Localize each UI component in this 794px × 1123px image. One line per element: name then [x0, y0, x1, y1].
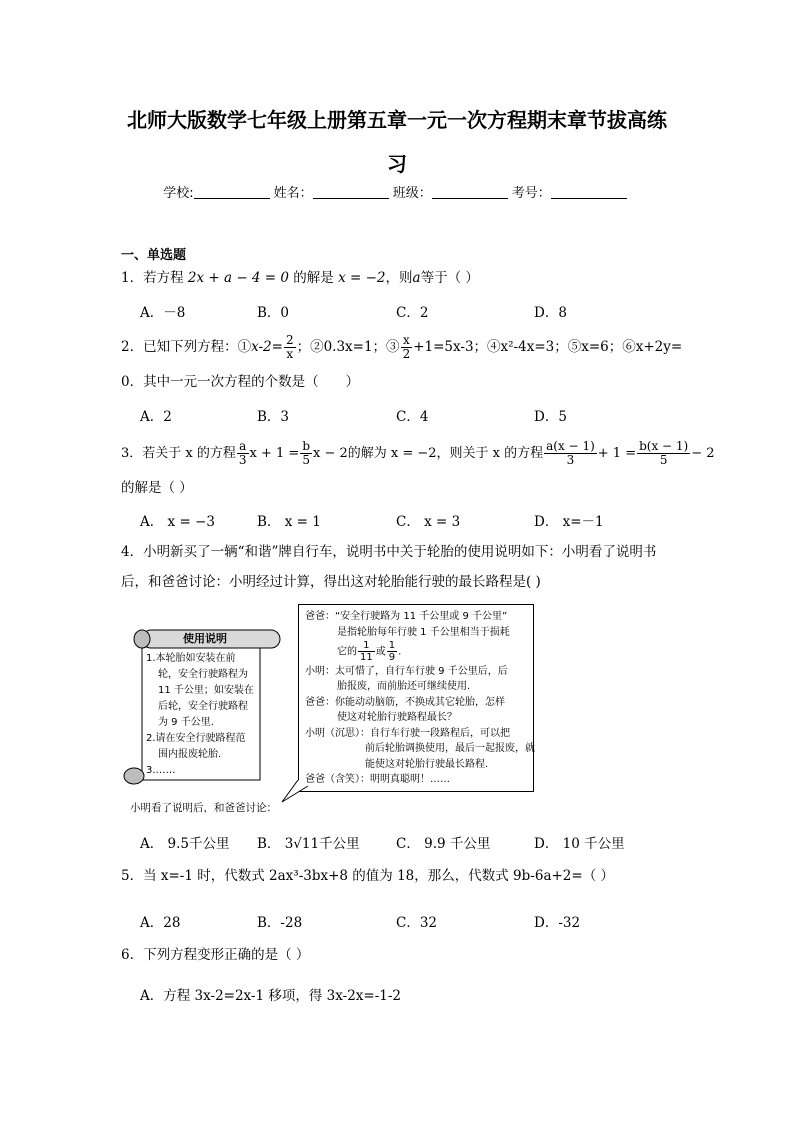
- dialogue-box: 爸爸：“安全行驶路为 11 千公里或 9 千公里” 是指轮胎每年行驶 1 千公里相当于损耗 它的 $\frac{1}{11}$ 或 $\frac{1}{9}$ . 小明：太可惜了，自行车行驶 9 千公里后，后 胎报废，而前胎还可继续使用. 爸爸：你能动动脑筋，不换成其它轮胎，怎样 使这对轮胎行驶路程最长？ 小明（沉思）：自行车行驶一段路程后，可以把 前后轮胎调换使用，最后一起报废，就 能使这对轮胎行驶最长路程. 爸爸（含笑）：明明真聪明！……: [298, 604, 534, 792]
- speech-tail-icon: [280, 780, 310, 810]
- option-c[interactable]: C．4: [396, 409, 429, 425]
- fraction: $\frac{x}{2}$: [402, 333, 411, 361]
- question-5: 5．当 x=-1 时，代数式 2ax³-3bx+8 的值为 18，那么，代数式 9b-6a+2=（ ）: [121, 868, 614, 884]
- option-b[interactable]: B．0: [257, 305, 290, 321]
- class-label: 班级：: [392, 186, 432, 201]
- school-blank[interactable]: [194, 186, 270, 199]
- question-4-line-2: 后，和爸爸讨论：小明经过计算，得出这对轮胎能行驶的最长路程是( ): [121, 574, 541, 590]
- question-3-line-2: 的解是（ ）: [121, 480, 193, 496]
- option-a[interactable]: A．－8: [140, 305, 186, 321]
- option-a[interactable]: A．2: [140, 409, 172, 425]
- option-c[interactable]: C． 9.9 千公里: [396, 836, 491, 852]
- option-b[interactable]: B． x = 1: [257, 514, 321, 530]
- illustration-caption: 小明看了说明后，和爸爸讨论：: [130, 802, 277, 814]
- question-6: 6．下列方程变形正确的是（ ）: [121, 947, 310, 963]
- option-d[interactable]: D． 10 千公里: [534, 836, 625, 852]
- option-b[interactable]: B． 3√11千公里: [257, 836, 360, 852]
- option-a[interactable]: A． 9.5千公里: [140, 836, 230, 852]
- school-label: 学校:: [163, 186, 194, 201]
- option-a[interactable]: A．方程 3x-2=2x-1 移项，得 3x-2x=-1-2: [140, 988, 402, 1004]
- number-label: 考号：: [511, 186, 551, 201]
- page-title-continued: 习: [387, 152, 407, 176]
- student-info-row: [0, 182, 794, 201]
- option-c[interactable]: C．2: [396, 305, 429, 321]
- question-3: 3．若关于 x 的方程 $\frac{a}{3}$ x + 1 = $\frac{b}{5}$ x − 2的解为 x = −2，则关于 x 的方程 $\frac{a(x - 1)}{3}$ + 1 = $\frac{b(x - 1)}{5}$ − 2: [121, 439, 715, 467]
- number-blank[interactable]: [551, 186, 627, 199]
- option-c[interactable]: C．32: [396, 915, 438, 931]
- section-heading: 一、单选题: [121, 248, 187, 263]
- option-b[interactable]: B．-28: [257, 915, 303, 931]
- name-label: 姓名：: [273, 186, 313, 201]
- option-c[interactable]: C． x = 3: [396, 514, 461, 530]
- option-d[interactable]: D． x=－1: [534, 514, 604, 530]
- fraction: $\frac{2}{x}$: [285, 333, 294, 361]
- option-d[interactable]: D．8: [534, 305, 567, 321]
- scroll-title: 使用说明: [183, 632, 227, 645]
- name-blank[interactable]: [313, 186, 389, 199]
- question-1: 1．若方程 2x + a − 4 = 0 的解是 x = −2，则a等于（ ）: [121, 270, 479, 286]
- option-b[interactable]: B．3: [257, 409, 290, 425]
- page-title: 北师大版数学七年级上册第五章一元一次方程期末章节拔高练: [127, 108, 667, 132]
- option-d[interactable]: D．-32: [534, 915, 581, 931]
- option-a[interactable]: A．28: [140, 915, 181, 931]
- option-d[interactable]: D．5: [534, 409, 567, 425]
- question-4: 4．小明新买了一辆“和谐”牌自行车，说明书中关于轮胎的使用说明如下：小明看了说明书: [121, 544, 657, 560]
- question-2-line-2: 0．其中一元一次方程的个数是（ ）: [121, 374, 360, 390]
- scroll-instructions: 1.本轮胎如安装在前 轮，安全行驶路程为 11 千公里；如安装在 后轮，安全行驶路程 为 9 千公里. 2.请在安全行驶路程范 围内报废轮胎. 3.……: [146, 653, 254, 776]
- option-a[interactable]: A． x = −3: [140, 514, 215, 530]
- class-blank[interactable]: [432, 186, 508, 199]
- question-2: 2．已知下列方程：①x-2= $\frac{2}{x}$ ；②0.3x=1；③ $\frac{x}{2}$ +1=5x-3；④x²-4x=3；⑤x=6；⑥x+2y=: [121, 333, 683, 361]
